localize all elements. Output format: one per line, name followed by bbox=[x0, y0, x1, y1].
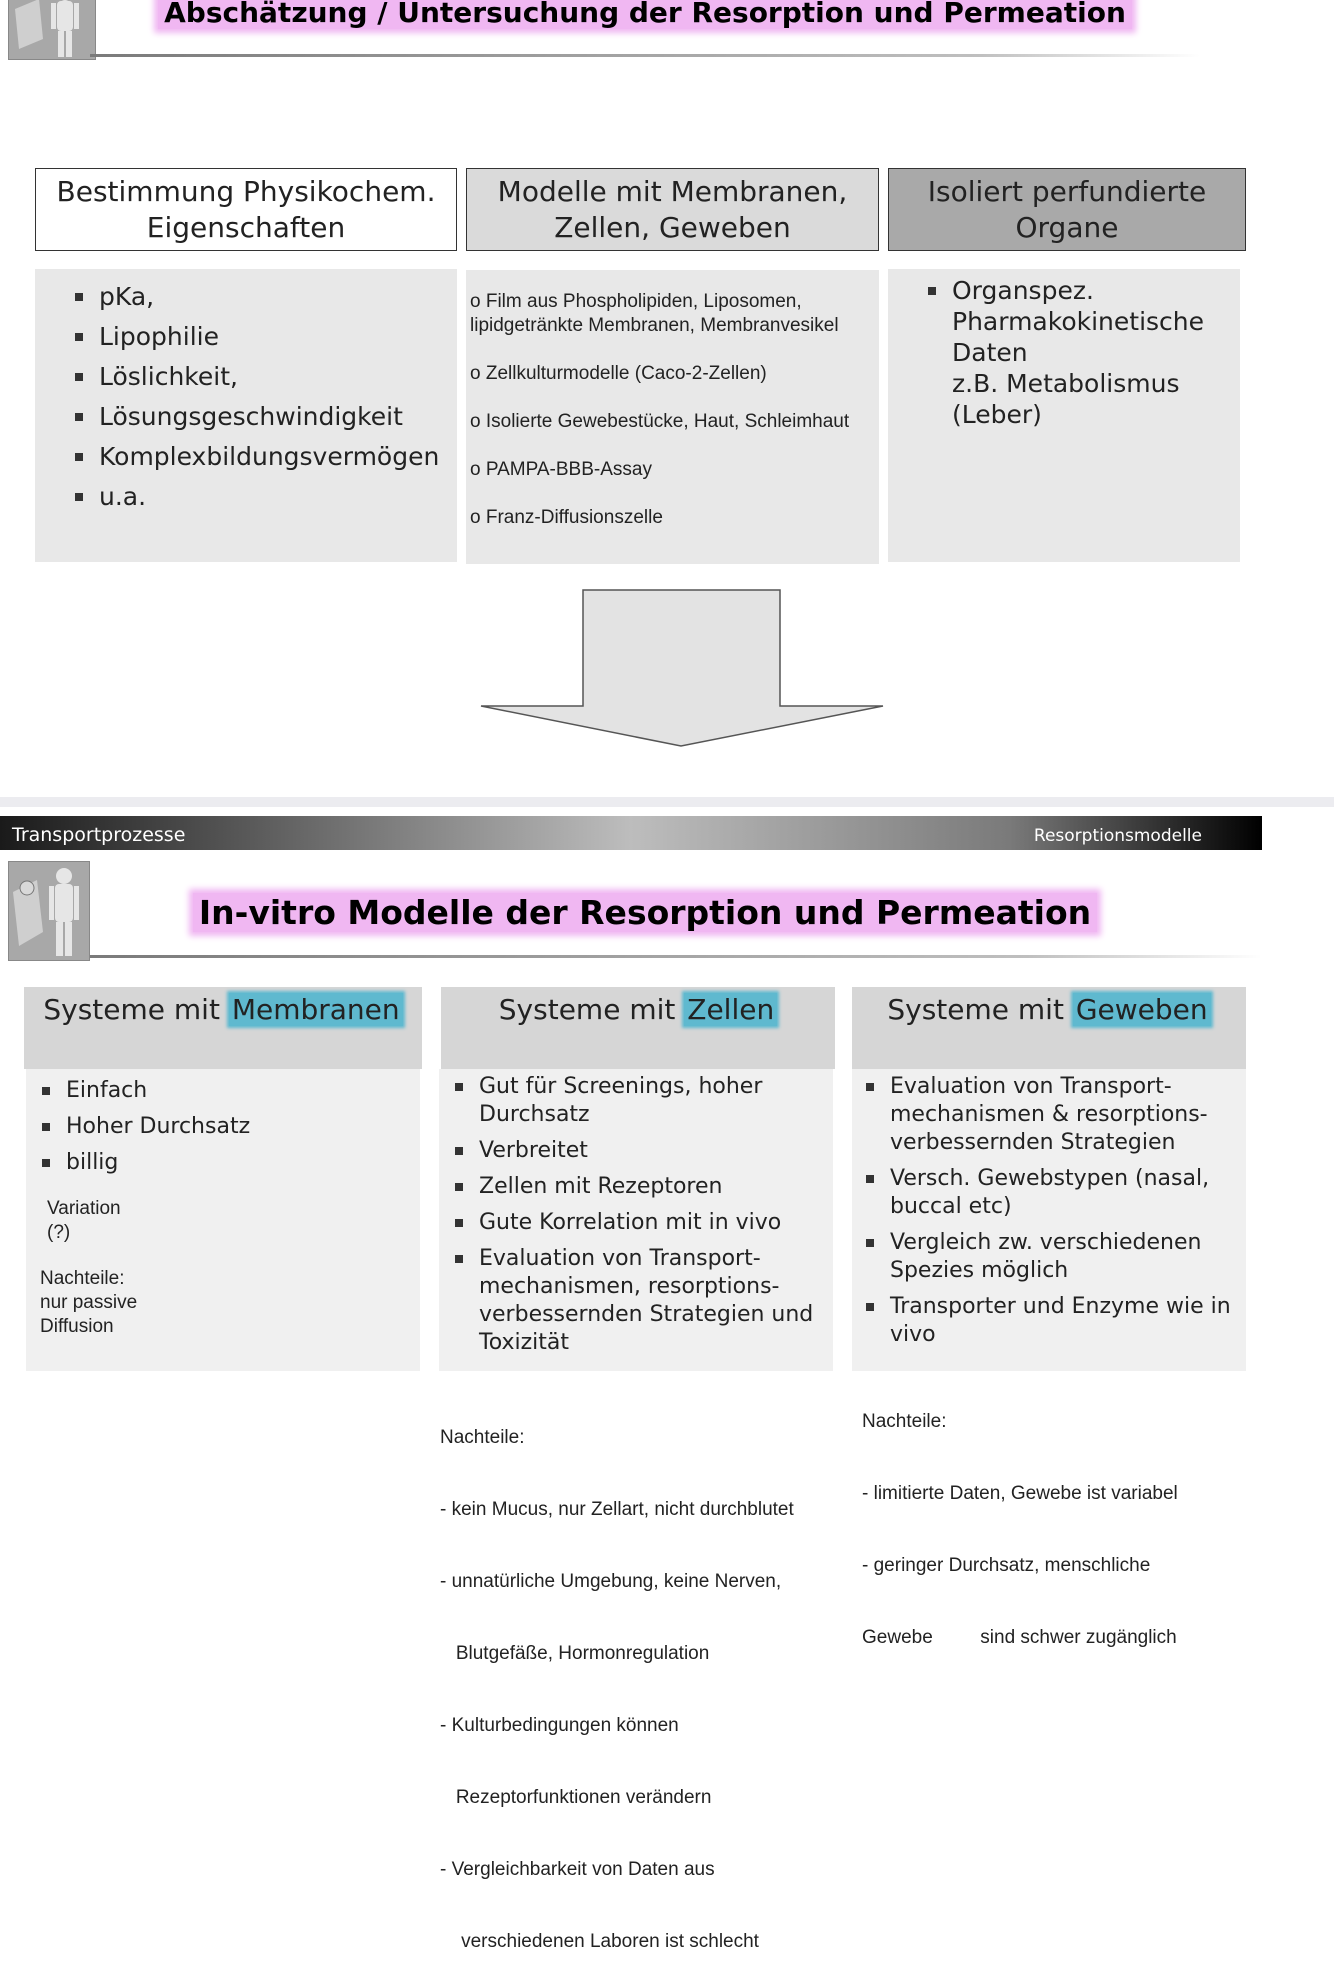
nachteile-line: - Kulturbedingungen können bbox=[440, 1715, 679, 1736]
header-physikochem bbox=[35, 168, 457, 251]
list-item: billig bbox=[38, 1145, 420, 1181]
header-organe-line1: Isoliert perfundierte bbox=[927, 174, 1207, 208]
column-header-prefix: Systeme mit bbox=[498, 993, 685, 1026]
slide2-title-text: In-vitro Modelle der Resorption und Permeation bbox=[193, 893, 1097, 932]
column-header-highlight: Zellen bbox=[684, 993, 777, 1026]
down-arrow-icon bbox=[478, 588, 888, 750]
panel-organe bbox=[888, 269, 1240, 562]
list-item: o Zellkulturmodelle (Caco-2-Zellen) bbox=[470, 363, 767, 384]
slide1-title bbox=[0, 0, 1290, 30]
nachteile-line: verschiedenen Laboren ist schlecht bbox=[440, 1931, 759, 1952]
slide-separator bbox=[0, 797, 1334, 807]
slide2-top-bar bbox=[0, 816, 1262, 850]
list-item: Einfach bbox=[38, 1073, 420, 1109]
header-modelle-line2: Zellen, Geweben bbox=[554, 210, 791, 244]
list-item: Komplexbildungsvermögen bbox=[71, 437, 457, 477]
header-physikochem-line2: Eigenschaften bbox=[146, 210, 346, 244]
list-item: o PAMPA-BBB-Assay bbox=[470, 459, 652, 480]
geweben-list bbox=[862, 1073, 1232, 1349]
panel-physikochem bbox=[35, 269, 457, 562]
header-organe bbox=[888, 168, 1246, 251]
list-item: Löslichkeit, bbox=[71, 357, 457, 397]
column-header-membranen bbox=[24, 987, 422, 1069]
column-header-zellen bbox=[441, 987, 835, 1069]
column-header-highlight: Membranen bbox=[229, 993, 403, 1026]
zellen-nachteile bbox=[440, 1378, 840, 1978]
list-item-line: Daten bbox=[952, 338, 1028, 367]
header-physikochem-line1: Bestimmung Physikochem. bbox=[56, 174, 436, 208]
list-item: Gute Korrelation mit in vivo bbox=[451, 1209, 819, 1237]
list-item: Gut für Screenings, hoher Durchsatz bbox=[451, 1073, 819, 1129]
list-item-line: Pharmakokinetische bbox=[952, 307, 1205, 336]
column-header-highlight: Geweben bbox=[1073, 993, 1211, 1026]
column-header-geweben bbox=[852, 987, 1246, 1069]
list-item bbox=[924, 275, 1240, 430]
nachteile-line: Gewebe sind schwer zugänglich bbox=[862, 1627, 1177, 1648]
nachteile-line: Nachteile: bbox=[440, 1427, 525, 1448]
nachteile-line: Nachteile: bbox=[40, 1268, 125, 1289]
list-item bbox=[470, 290, 879, 338]
column-header-prefix: Systeme mit bbox=[43, 993, 229, 1026]
organe-list bbox=[924, 275, 1240, 430]
membranen-list bbox=[38, 1073, 420, 1181]
list-item: Transporter und Enzyme wie in vivo bbox=[862, 1293, 1232, 1349]
slide1-title-rule bbox=[90, 54, 1200, 57]
list-item: pKa, bbox=[71, 277, 457, 317]
nachteile-line: Blutgefäße, Hormonregulation bbox=[440, 1643, 710, 1664]
list-item: Verbreitet bbox=[451, 1137, 819, 1165]
list-item-line: (Leber) bbox=[952, 400, 1042, 429]
list-item: Hoher Durchsatz bbox=[38, 1109, 420, 1145]
list-item: u.a. bbox=[71, 477, 457, 517]
list-item-line: z.B. Metabolismus bbox=[952, 369, 1180, 398]
list-item: o Isolierte Gewebestücke, Haut, Schleimhaut bbox=[470, 411, 850, 432]
nachteile-line: - kein Mucus, nur Zellart, nicht durchblutet bbox=[440, 1499, 794, 1520]
modelle-list bbox=[470, 290, 879, 530]
list-item-line: lipidgetränkte Membranen, Membranvesikel bbox=[470, 315, 839, 336]
nachteile-line: - geringer Durchsatz, menschliche bbox=[862, 1555, 1151, 1576]
slide2-title-rule bbox=[90, 955, 1262, 958]
column-body-membranen bbox=[26, 1069, 420, 1371]
list-item: Vergleich zw. verschiedenen Spezies möglich bbox=[862, 1229, 1232, 1285]
bar-left-label: Transportprozesse bbox=[12, 824, 186, 846]
column-header-prefix: Systeme mit bbox=[887, 993, 1073, 1026]
header-modelle-line1: Modelle mit Membranen, bbox=[497, 174, 848, 208]
list-item: o Franz-Diffusionszelle bbox=[470, 507, 663, 528]
physikochem-list bbox=[71, 277, 457, 517]
nachteile-line: nur passive bbox=[40, 1292, 138, 1313]
zellen-list bbox=[451, 1073, 819, 1357]
column-body-zellen bbox=[439, 1069, 833, 1371]
geweben-nachteile bbox=[862, 1362, 1262, 1674]
slide1-title-text: Abschätzung / Untersuchung der Resorption und Permeation bbox=[158, 0, 1132, 29]
list-item: Lösungsgeschwindigkeit bbox=[71, 397, 457, 437]
nachteile-line: - Vergleichbarkeit von Daten aus bbox=[440, 1859, 715, 1880]
nachteile-line: Rezeptorfunktionen verändern bbox=[440, 1787, 712, 1808]
header-organe-line2: Organe bbox=[1015, 210, 1119, 244]
list-item: Evaluation von Transport-mechanismen & resorptions-verbessernden Strategien bbox=[862, 1073, 1232, 1157]
panel-modelle bbox=[466, 270, 879, 564]
nachteile-line: - limitierte Daten, Gewebe ist variabel bbox=[862, 1483, 1178, 1504]
nachteile-line: Nachteile: bbox=[862, 1411, 947, 1432]
slide2-title bbox=[0, 893, 1290, 933]
list-item-line: Organspez. bbox=[952, 276, 1094, 305]
variation-line: Variation bbox=[47, 1198, 121, 1219]
variation-note bbox=[38, 1197, 420, 1245]
column-body-geweben bbox=[852, 1069, 1246, 1371]
list-item: Versch. Gewebstypen (nasal, buccal etc) bbox=[862, 1165, 1232, 1221]
list-item: Zellen mit Rezeptoren bbox=[451, 1173, 819, 1201]
nachteile-line: - unnatürliche Umgebung, keine Nerven, bbox=[440, 1571, 782, 1592]
list-item: Lipophilie bbox=[71, 317, 457, 357]
nachteile-line: Diffusion bbox=[40, 1316, 114, 1337]
variation-line: (?) bbox=[47, 1222, 71, 1243]
membranen-nachteile bbox=[38, 1267, 420, 1339]
bar-right-label: Resorptionsmodelle bbox=[1033, 826, 1202, 846]
header-modelle bbox=[466, 168, 879, 251]
list-item-line: o Film aus Phospholipiden, Liposomen, bbox=[470, 291, 802, 312]
list-item: Evaluation von Transport-mechanismen, resorptions-verbessernden Strategien und Toxizität bbox=[451, 1245, 819, 1357]
